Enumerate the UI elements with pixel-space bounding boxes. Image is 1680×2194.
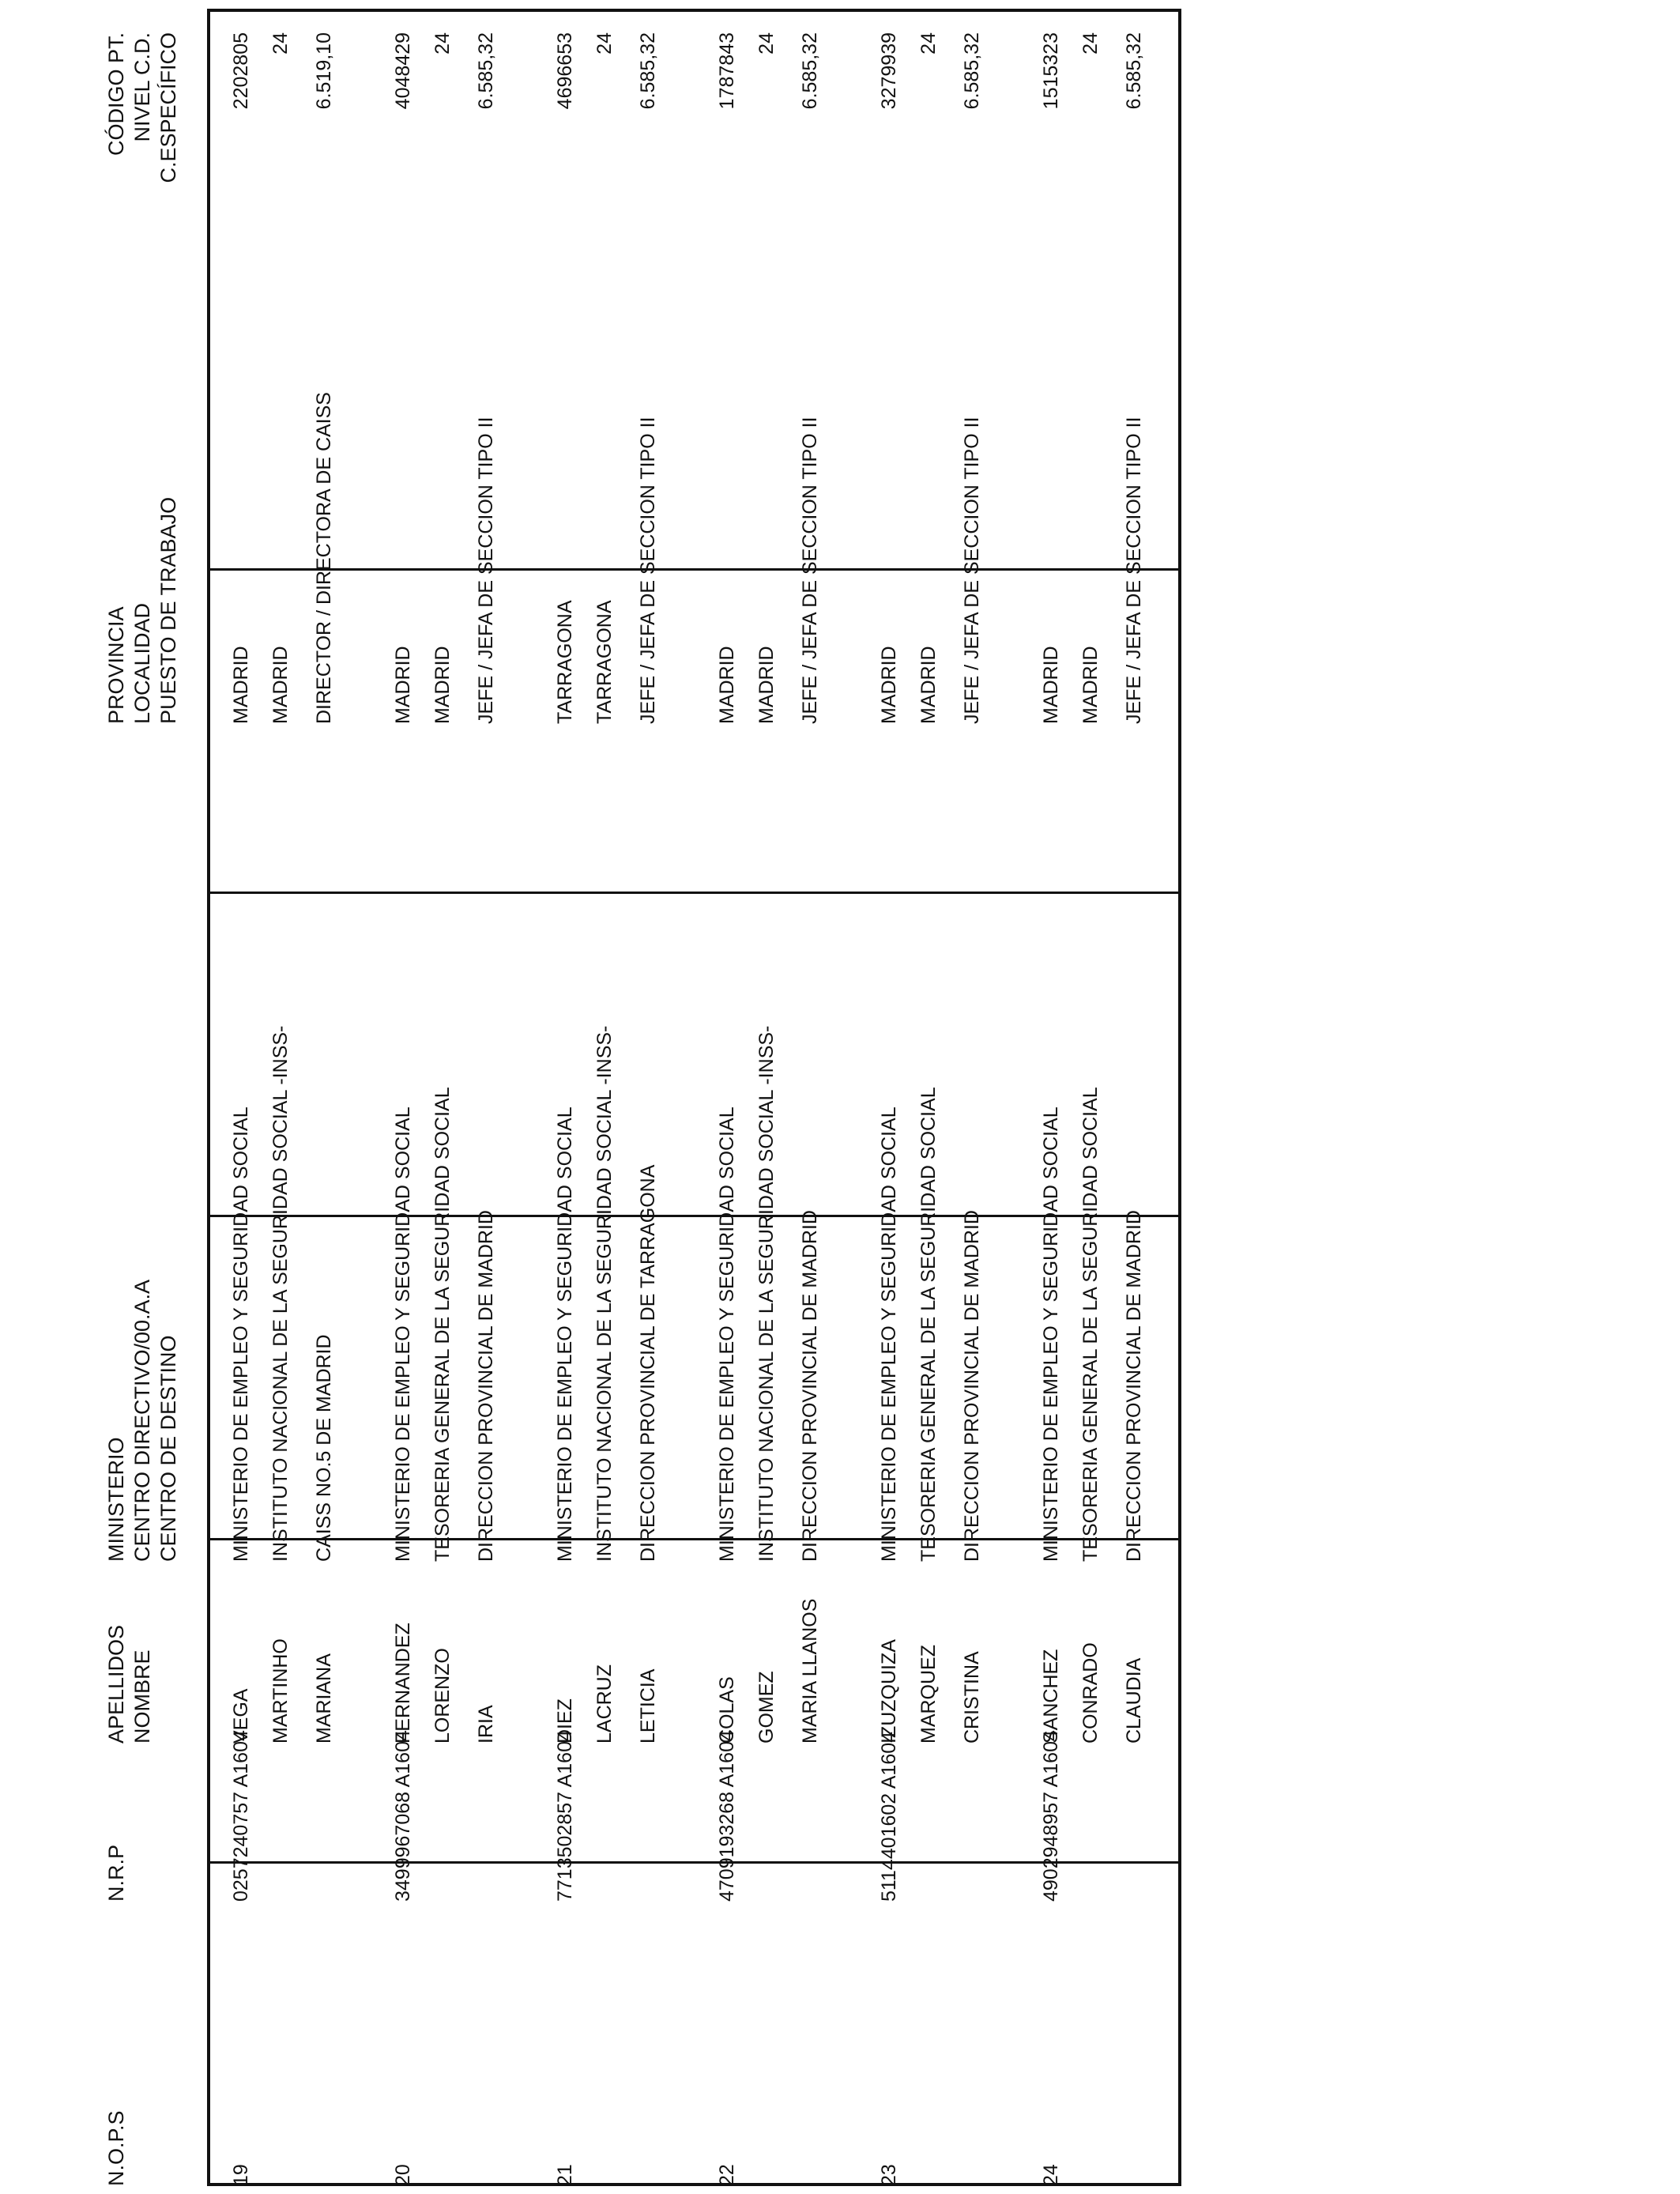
- cell-nrp: 4902948957 A1604: [1040, 1730, 1062, 1902]
- cell-nops: 24: [1040, 2164, 1062, 2186]
- cell-nombre: IRIA: [475, 1705, 497, 1744]
- cell-especifico: 6.519,10: [313, 32, 335, 110]
- cell-ministerio: MINISTERIO DE EMPLEO Y SEGURIDAD SOCIAL: [392, 1106, 414, 1562]
- cell-apellido2: CONRADO: [1079, 1642, 1102, 1744]
- cell-especifico: 6.585,32: [475, 32, 497, 110]
- cell-apellido2: MARTINHO: [269, 1638, 292, 1744]
- cell-apellido2: LACRUZ: [593, 1664, 616, 1744]
- cell-provincia: TARRAGONA: [554, 600, 576, 724]
- cell-nops: 19: [230, 2164, 252, 2186]
- cell-nombre: MARIA LLANOS: [799, 1598, 821, 1744]
- cell-especifico: 6.585,32: [637, 32, 659, 110]
- cell-puesto: JEFE / JEFA DE SECCION TIPO II: [475, 417, 497, 724]
- cell-apellido1: FERNANDEZ: [392, 1623, 414, 1744]
- cell-puesto: DIRECTOR / DIRECTORA DE CAISS: [313, 392, 335, 724]
- row-separator: [207, 1861, 1181, 1864]
- header-nrp: N.R.P: [104, 1844, 128, 1902]
- cell-nops: 20: [392, 2164, 414, 2186]
- cell-nombre: MARIANA: [313, 1653, 335, 1744]
- cell-ministerio: MINISTERIO DE EMPLEO Y SEGURIDAD SOCIAL: [1040, 1106, 1062, 1562]
- header-nombre: NOMBRE: [130, 1649, 154, 1744]
- cell-provincia: MADRID: [878, 646, 900, 724]
- cell-provincia: MADRID: [1040, 646, 1062, 724]
- cell-nops: 22: [716, 2164, 738, 2186]
- cell-especifico: 6.585,32: [799, 32, 821, 110]
- cell-nrp: 4709193268 A1604: [716, 1730, 738, 1902]
- cell-nombre: CRISTINA: [961, 1651, 983, 1744]
- cell-codigo: 4048429: [392, 32, 414, 110]
- cell-especifico: 6.585,32: [961, 32, 983, 110]
- header-centro-destino: CENTRO DE DESTINO: [156, 1335, 180, 1562]
- row-separator: [207, 568, 1181, 571]
- header-centro-directivo: CENTRO DIRECTIVO/00.A.A: [130, 1279, 154, 1562]
- cell-localidad: MADRID: [755, 646, 778, 724]
- row-separator: [207, 892, 1181, 894]
- cell-apellido2: MARQUEZ: [917, 1645, 940, 1744]
- cell-puesto: JEFE / JEFA DE SECCION TIPO II: [637, 417, 659, 724]
- cell-centro-directivo: TESORERIA GENERAL DE LA SEGURIDAD SOCIAL: [431, 1087, 454, 1562]
- cell-centro-destino: DIRECCION PROVINCIAL DE MADRID: [475, 1210, 497, 1562]
- cell-nivel: 24: [593, 32, 616, 55]
- cell-centro-destino: DIRECCION PROVINCIAL DE TARRAGONA: [637, 1164, 659, 1562]
- cell-apellido1: DIEZ: [554, 1698, 576, 1744]
- cell-apellido1: VEGA: [230, 1688, 252, 1744]
- cell-centro-directivo: TESORERIA GENERAL DE LA SEGURIDAD SOCIAL: [917, 1087, 940, 1562]
- cell-localidad: TARRAGONA: [593, 600, 616, 724]
- cell-nivel: 24: [917, 32, 940, 55]
- cell-especifico: 6.585,32: [1123, 32, 1145, 110]
- header-especifico: C.ESPECÍFICO: [156, 32, 180, 183]
- cell-provincia: MADRID: [716, 646, 738, 724]
- cell-apellido1: SANCHEZ: [1040, 1649, 1062, 1744]
- row-separator: [207, 1215, 1181, 1217]
- cell-nombre: LETICIA: [637, 1668, 659, 1744]
- header-ministerio: MINISTERIO: [104, 1437, 128, 1562]
- cell-localidad: MADRID: [269, 646, 292, 724]
- header-codigo: CÓDIGO PT.: [104, 32, 128, 156]
- cell-apellido1: COLAS: [716, 1676, 738, 1744]
- table-frame: [207, 9, 1181, 2186]
- cell-centro-directivo: INSTITUTO NACIONAL DE LA SEGURIDAD SOCIAL -INSS-: [593, 1025, 616, 1562]
- cell-localidad: MADRID: [917, 646, 940, 724]
- cell-puesto: JEFE / JEFA DE SECCION TIPO II: [1123, 417, 1145, 724]
- cell-codigo: 1787843: [716, 32, 738, 110]
- cell-centro-directivo: INSTITUTO NACIONAL DE LA SEGURIDAD SOCIAL -INSS-: [755, 1025, 778, 1562]
- cell-nops: 23: [878, 2164, 900, 2186]
- cell-localidad: MADRID: [431, 646, 454, 724]
- cell-centro-destino: DIRECCION PROVINCIAL DE MADRID: [1123, 1210, 1145, 1562]
- cell-ministerio: MINISTERIO DE EMPLEO Y SEGURIDAD SOCIAL: [230, 1106, 252, 1562]
- cell-nivel: 24: [269, 32, 292, 55]
- cell-nivel: 24: [431, 32, 454, 55]
- header-localidad: LOCALIDAD: [130, 602, 154, 724]
- cell-codigo: 3279939: [878, 32, 900, 110]
- cell-nrp: 3499967068 A1604: [392, 1730, 414, 1902]
- cell-nombre: CLAUDIA: [1123, 1657, 1145, 1744]
- cell-ministerio: MINISTERIO DE EMPLEO Y SEGURIDAD SOCIAL: [554, 1106, 576, 1562]
- row-separator: [207, 1538, 1181, 1540]
- cell-provincia: MADRID: [392, 646, 414, 724]
- cell-puesto: JEFE / JEFA DE SECCION TIPO II: [799, 417, 821, 724]
- cell-codigo: 1515323: [1040, 32, 1062, 110]
- cell-codigo: 4696653: [554, 32, 576, 110]
- cell-nrp: 5114401602 A1604: [878, 1731, 900, 1902]
- header-provincia: PROVINCIA: [104, 606, 128, 724]
- cell-puesto: JEFE / JEFA DE SECCION TIPO II: [961, 417, 983, 724]
- cell-centro-destino: DIRECCION PROVINCIAL DE MADRID: [799, 1210, 821, 1562]
- cell-nrp: 0257240757 A1604: [230, 1730, 252, 1902]
- cell-centro-directivo: TESORERIA GENERAL DE LA SEGURIDAD SOCIAL: [1079, 1087, 1102, 1562]
- cell-centro-directivo: INSTITUTO NACIONAL DE LA SEGURIDAD SOCIAL -INSS-: [269, 1025, 292, 1562]
- header-apellidos: APELLIDOS: [104, 1624, 128, 1744]
- cell-nivel: 24: [1079, 32, 1102, 55]
- cell-provincia: MADRID: [230, 646, 252, 724]
- header-puesto: PUESTO DE TRABAJO: [156, 496, 180, 724]
- cell-apellido2: GOMEZ: [755, 1671, 778, 1744]
- cell-ministerio: MINISTERIO DE EMPLEO Y SEGURIDAD SOCIAL: [878, 1106, 900, 1562]
- cell-centro-destino: DIRECCION PROVINCIAL DE MADRID: [961, 1210, 983, 1562]
- header-nops: N.O.P.S: [104, 2110, 128, 2186]
- header-nivel: NIVEL C.D.: [130, 32, 154, 142]
- cell-apellido1: IZUZQUIZA: [878, 1639, 900, 1744]
- cell-codigo: 2202805: [230, 32, 252, 110]
- cell-nrp: 7713502857 A1604: [554, 1730, 576, 1902]
- cell-ministerio: MINISTERIO DE EMPLEO Y SEGURIDAD SOCIAL: [716, 1106, 738, 1562]
- cell-apellido2: LORENZO: [431, 1648, 454, 1744]
- cell-centro-destino: CAISS NO.5 DE MADRID: [313, 1334, 335, 1562]
- cell-localidad: MADRID: [1079, 646, 1102, 724]
- cell-nops: 21: [554, 2164, 576, 2186]
- cell-nivel: 24: [755, 32, 778, 55]
